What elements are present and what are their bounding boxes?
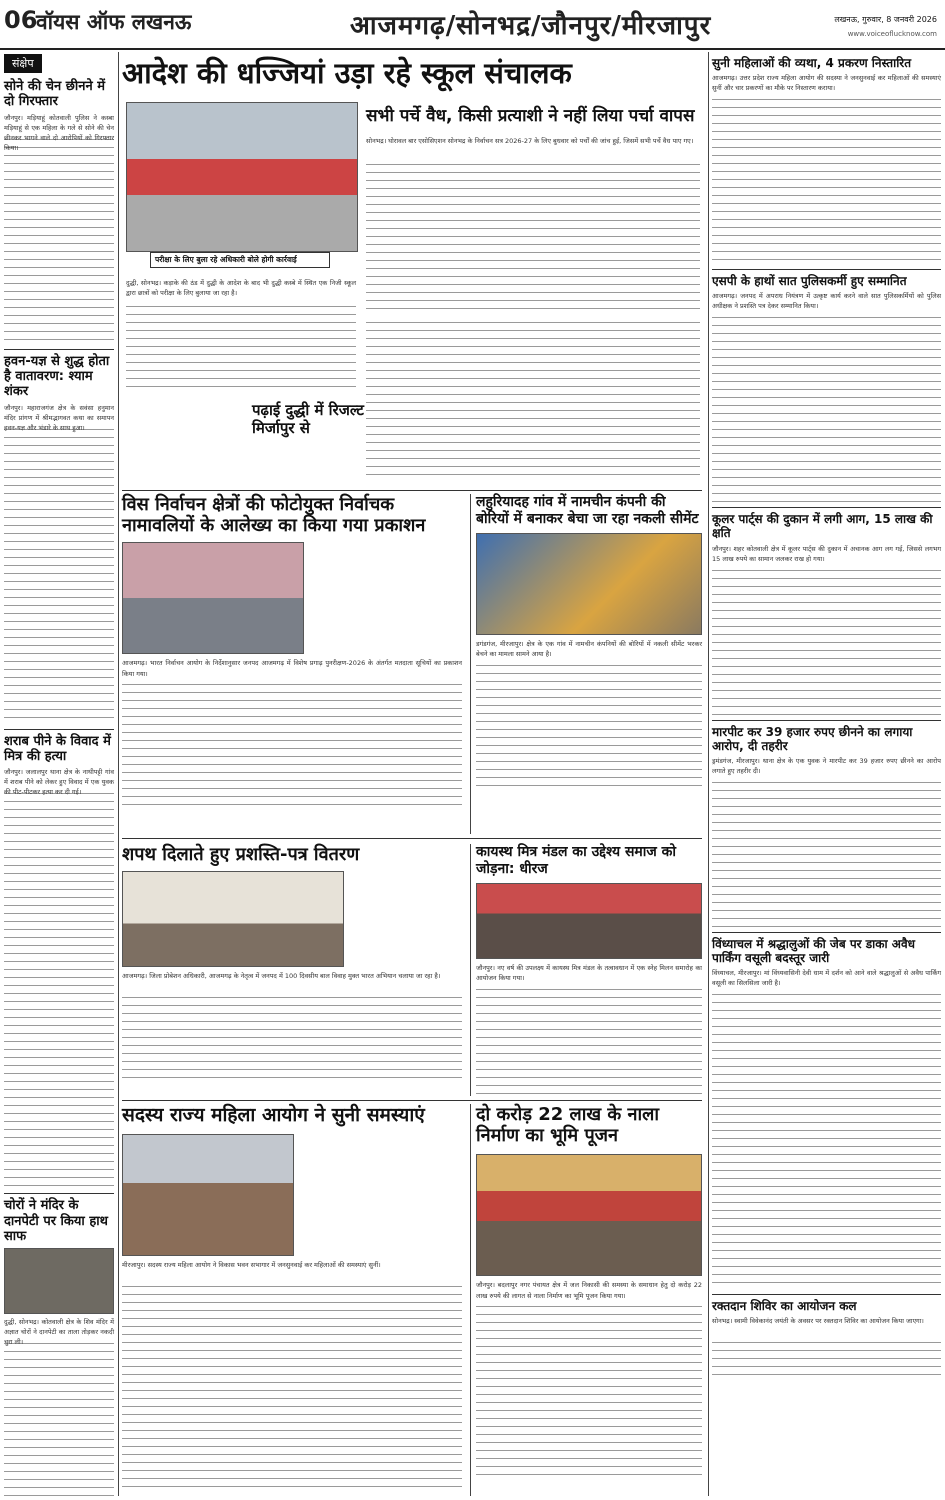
photo-caption: परीक्षा के लिए बुला रहे अधिकारी बोले होगी कार्रवाई <box>150 252 330 268</box>
article-body <box>122 993 462 1083</box>
article-body <box>712 313 941 503</box>
article-text: दुद्धी, सोनभद्र। कड़ाके की ठंड में दुद्धी के आदेश के बाद भी दुद्धी कस्बे में स्थित एक निजी स्कूल द्वारा छात्रों को परीक्षा के लिए बुलाया जा रहा है। <box>126 279 356 298</box>
article-text: जौनपुर। जलालपुर थाना क्षेत्र के नाथीपट्टी गांव में शराब पीने को लेकर हुए विवाद में एक युवक की पीट-पीटकर हत्या कर दी गई। <box>4 768 114 797</box>
school-photo <box>126 102 358 252</box>
headline: शराब पीने के विवाद में मित्र की हत्या <box>4 733 111 764</box>
article-body <box>476 661 702 791</box>
article-text: डगंडगंज, मीरजापुर। क्षेत्र के एक गांव में नामचीन कंपनियों की बोरियों में नकली सीमेंट भरकर बेचने का मामला सामने आया है। <box>476 640 702 659</box>
article-body <box>712 566 941 716</box>
meeting-photo <box>476 883 702 959</box>
officials-photo <box>122 542 304 654</box>
article-text: सोनभद्र। घोरावल बार एसोसिएशन सोनभद्र के निर्वाचन सत्र 2026-27 के लिए बुधवार को पर्चों की जांच हुई, जिसमें सभी पर्चे वैध पाए गए। <box>366 137 694 145</box>
article-body <box>4 1339 114 1499</box>
masthead <box>0 0 945 50</box>
article-body <box>366 318 700 480</box>
article-body <box>126 302 356 392</box>
article-text: विंध्याचल, मीरजापुर। मां विंध्यवासिनी देवी धाम में दर्शन को आने वाले श्रद्धालुओं से अवैध पार्किंग वसूली का सिलसिला जारी है। <box>712 969 941 988</box>
mahila-story <box>122 1104 462 1496</box>
page-number: 06 <box>4 6 38 34</box>
article-text: दुद्धी, सोनभद्र। कोतवाली क्षेत्र के शिव मंदिर में अज्ञात चोरों ने दानपेटी का ताला तोड़कर नकदी चुरा ली। <box>4 1318 114 1347</box>
article-body <box>4 425 114 725</box>
article-body <box>476 985 702 1095</box>
article-text: जौनपुर। मड़ियाहूं कोतवाली पुलिस ने कस्बा मड़ियाहूं से एक महिला के गले से सोने की चेन छीनकर भागने वाले दो आरोपियों को गिरफ्तार किया। <box>4 113 114 152</box>
website: www.voiceoflucknow.com <box>847 30 937 38</box>
article-body <box>122 680 462 810</box>
headline: कूलर पार्ट्स की दुकान में लगी आग, 15 लाख की क्षति <box>712 512 933 541</box>
headline: विंध्याचल में श्रद्धालुओं की जेब पर डाका अवैध पार्किंग वसूली बदस्तूर जारी <box>712 936 916 966</box>
article-body <box>122 1282 462 1492</box>
article-text: आजमगढ़। जिला प्रोबेशन अधिकारी, आजमगढ़ के नेतृत्व में जनपद में 100 दिवसीय बाल विवाह मुक्त भारत अभियान चलाया जा रहा है। <box>122 972 441 981</box>
headline: रक्तदान शिविर का आयोजन कल <box>712 1299 857 1314</box>
nirvachan-story <box>122 494 462 834</box>
article-text: सोनभद्र। स्वामी विवेकानंद जयंती के अवसर पर रक्तदान शिविर का आयोजन किया जाएगा। <box>712 1317 924 1326</box>
lead-headline: आदेश की धज्जियां उड़ा रहे स्कूल संचालक <box>122 56 572 90</box>
headline: हवन-यज्ञ से शुद्ध होता है वातावरण: श्याम शंकर <box>4 353 110 400</box>
headline: एसपी के हाथों सात पुलिसकर्मी हुए सम्मानित <box>712 274 907 289</box>
cement-story <box>476 494 702 834</box>
commission-photo <box>122 1134 294 1256</box>
headline: विस निर्वाचन क्षेत्रों की फोटोयुक्त निर्वाचक नामावलियों के आलेख्य का किया गया प्रकाशन <box>122 494 426 537</box>
region-title: आजमगढ़/सोनभद्र/जौनपुर/मीरजापुर <box>350 11 712 41</box>
headline: लहुरियादह गांव में नामचीन कंपनी की बोरियों में बनाकर बेचा जा रहा नकली सीमेंट <box>476 494 699 527</box>
subheadline: पढ़ाई दुद्धी में रिजल्ट मिर्जापुर से <box>252 401 364 437</box>
paper-name: वॉयस ऑफ लखनऊ <box>36 10 192 34</box>
right-column <box>712 56 941 1496</box>
left-column <box>4 52 114 1496</box>
cement-bags-photo <box>476 533 702 635</box>
lead-story <box>122 56 702 486</box>
headline: सदस्य राज्य महिला आयोग ने सुनी समस्याएं <box>122 1104 425 1126</box>
article-text: आजमगढ़। उत्तर प्रदेश राज्य महिला आयोग की सदस्या ने जनसुनवाई कर महिलाओं की समस्याएं सुनीं और चार प्रकरणों का मौके पर निस्तारण कराया। <box>712 74 941 93</box>
article-body <box>712 990 941 1290</box>
section-label: संक्षेप <box>4 54 42 73</box>
oath-photo <box>122 871 344 967</box>
headline: सोने की चेन छीनने में दो गिरफ्तार <box>4 79 105 110</box>
article-body <box>366 160 700 310</box>
nala-story <box>476 1104 702 1496</box>
article-body <box>4 135 114 345</box>
headline: सुनी महिलाओं की व्यथा, 4 प्रकरण निस्तारित <box>712 56 912 70</box>
headline: चोरों ने मंदिर के दानपेटी पर किया हाथ साफ <box>4 1198 108 1244</box>
article-text: जौनपुर। बदलापुर नगर पंचायत क्षेत्र में जल निकासी की समस्या के समाधान हेतु दो करोड़ 22 लाख रुपये की लागत से नाला निर्माण का भूमि पूजन किया गया। <box>476 1281 702 1300</box>
article-text: ड्रमंडगंज, मीरजापुर। थाना क्षेत्र के एक युवक ने मारपीट कर 39 हजार रुपए छीनने का आरोप लगाते हुए तहरीर दी। <box>712 756 941 775</box>
kayasth-story <box>476 844 702 1096</box>
article-body <box>712 95 941 265</box>
article-body <box>4 789 114 1189</box>
subheadline: सभी पर्चे वैध, किसी प्रत्याशी ने नहीं लिया पर्चा वापस <box>366 106 695 126</box>
article-body <box>712 1338 941 1378</box>
headline: कायस्थ मित्र मंडल का उद्देश्य समाज को जोड़ना: धीरज <box>476 844 677 877</box>
bhoomi-pujan-photo <box>476 1154 702 1276</box>
article-text: जौनपुर। शहर कोतवाली क्षेत्र में कूलर पार्ट्स की दुकान में अचानक आग लग गई, जिससे लगभग 15 लाख रुपये का सामान जलकर राख हो गया। <box>712 544 941 563</box>
headline: मारपीट कर 39 हजार रुपए छीनने का लगाया आरोप, दी तहरीर <box>712 724 913 753</box>
article-text: आजमगढ़। जनपद में अपराध नियंत्रण में उत्कृष्ट कार्य करने वाले सात पुलिसकर्मियों को पुलिस अधीक्षक ने प्रशस्ति पत्र देकर सम्मानित किया। <box>712 292 941 311</box>
article-text: जौनपुर। नए वर्ष की उपलक्ष्य में कायस्थ मित्र मंडल के तत्वावधान में एक स्नेह मिलन समारोह का आयोजन किया गया। <box>476 964 702 983</box>
headline: दो करोड़ 22 लाख के नाला निर्माण का भूमि पूजन <box>476 1104 660 1147</box>
shapath-story <box>122 844 462 1096</box>
article-text: मीरजापुर। सदस्य राज्य महिला आयोग ने विकास भवन सभागार में जनसुनवाई कर महिलाओं की समस्याएं सुनीं। <box>122 1261 381 1270</box>
article-text: आजमगढ़। भारत निर्वाचन आयोग के निर्देशानुसार जनपद आजमगढ़ में विशेष प्रगाढ़ पुनरीक्षण-2026 के अंतर्गत मतदाता सूचियों का प्रकाशन किया गया। <box>122 659 462 678</box>
article-body <box>712 778 941 928</box>
headline: शपथ दिलाते हुए प्रशस्ति-पत्र वितरण <box>122 844 360 865</box>
article-text: जौनपुर। महाराजगंज क्षेत्र के सवंसा हनुमान मंदिर प्रांगण में श्रीमद्भागवत कथा का समापन हवन-यज्ञ और भंडारे के साथ हुआ। <box>4 403 114 432</box>
article-body <box>476 1302 702 1482</box>
temple-photo <box>4 1248 114 1314</box>
dateline: लखनऊ, गुरुवार, 8 जनवरी 2026 <box>834 15 937 24</box>
